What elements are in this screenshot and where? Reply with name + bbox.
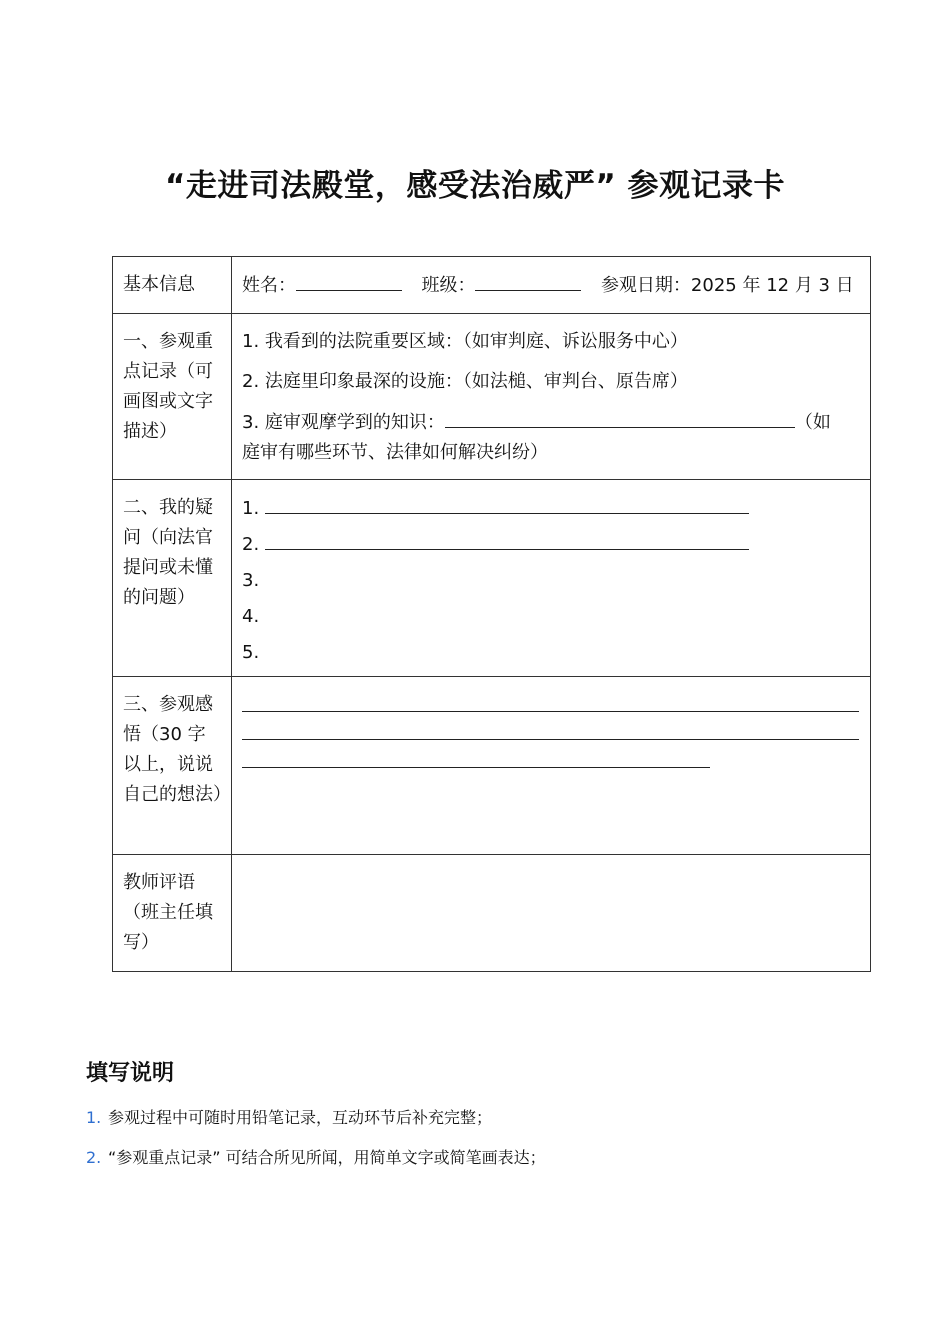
visit-date: 参观日期：2025 年 12 月 3 日	[600, 275, 854, 296]
question-2-field[interactable]	[265, 529, 749, 550]
reflection-line-1[interactable]	[242, 684, 859, 712]
list-item	[86, 1108, 546, 1128]
question-2-number: 2.	[242, 534, 260, 555]
basic-info-content	[232, 257, 871, 314]
knowledge-field[interactable]	[445, 407, 795, 428]
teacher-comment-label: 教师评语（班主任填写）	[123, 872, 213, 953]
list-item-text: 参观过程中可随时用铅笔记录，互动环节后补充完整；	[108, 1108, 493, 1127]
name-field[interactable]	[296, 270, 402, 291]
row-label-cell	[113, 677, 232, 855]
focus-label: 一、参观重点记录（可画图或文字描述）	[123, 331, 213, 442]
table-row-focus	[113, 314, 871, 480]
focus-item-2: 2. 法庭里印象最深的设施：（如法槌、审判台、原告席）	[242, 371, 688, 392]
focus-content	[232, 314, 871, 480]
question-1	[242, 491, 860, 527]
reflection-label: 三、参观感悟（30 字以上，说说自己的想法）	[123, 694, 231, 805]
question-1-number: 1.	[242, 498, 260, 519]
table-row-teacher	[113, 855, 871, 972]
record-card-table	[112, 256, 871, 972]
questions-content	[232, 480, 871, 677]
row-label-cell	[113, 257, 232, 314]
list-item-number: 1.	[86, 1108, 102, 1127]
name-label: 姓名：	[242, 275, 296, 296]
instructions-list	[86, 1108, 546, 1188]
page-title: “走进司法殿堂，感受法治威严” 参观记录卡	[164, 168, 786, 204]
question-2	[242, 527, 860, 563]
question-3: 3.	[242, 570, 260, 591]
questions-label: 二、我的疑问（向法官提问或未懂的问题）	[123, 497, 213, 608]
list-item-text: “参观重点记录” 可结合所见所闻，用简单文字或简笔画表达；	[108, 1148, 546, 1167]
class-field[interactable]	[475, 270, 581, 291]
reflection-line-3[interactable]	[242, 740, 710, 768]
row-label-cell	[113, 314, 232, 480]
focus-item-3-line	[242, 407, 860, 438]
list-item-number: 2.	[86, 1148, 102, 1167]
focus-item-3-label: 3. 庭审观摩学到的知识：	[242, 412, 445, 433]
table-row-reflection	[113, 677, 871, 855]
instructions-heading: 填写说明	[86, 1061, 175, 1086]
table-row-basic-info	[113, 257, 871, 314]
focus-item-3-hint: 庭审有哪些环节、法律如何解决纠纷）	[242, 442, 548, 463]
class-label: 班级：	[421, 275, 476, 296]
question-1-field[interactable]	[265, 493, 749, 514]
row-label-cell	[113, 855, 232, 972]
row-label-cell	[113, 480, 232, 677]
list-item	[86, 1148, 546, 1168]
focus-item-1: 1. 我看到的法院重要区域：（如审判庭、诉讼服务中心）	[242, 331, 688, 352]
reflection-content[interactable]	[232, 677, 871, 855]
reflection-line-2[interactable]	[242, 712, 859, 740]
question-4: 4.	[242, 606, 260, 627]
teacher-comment-area[interactable]	[232, 855, 871, 972]
question-5: 5.	[242, 642, 260, 663]
focus-item-3-hint-start: （如	[794, 412, 831, 433]
table-row-questions	[113, 480, 871, 677]
basic-info-label: 基本信息	[123, 274, 195, 295]
